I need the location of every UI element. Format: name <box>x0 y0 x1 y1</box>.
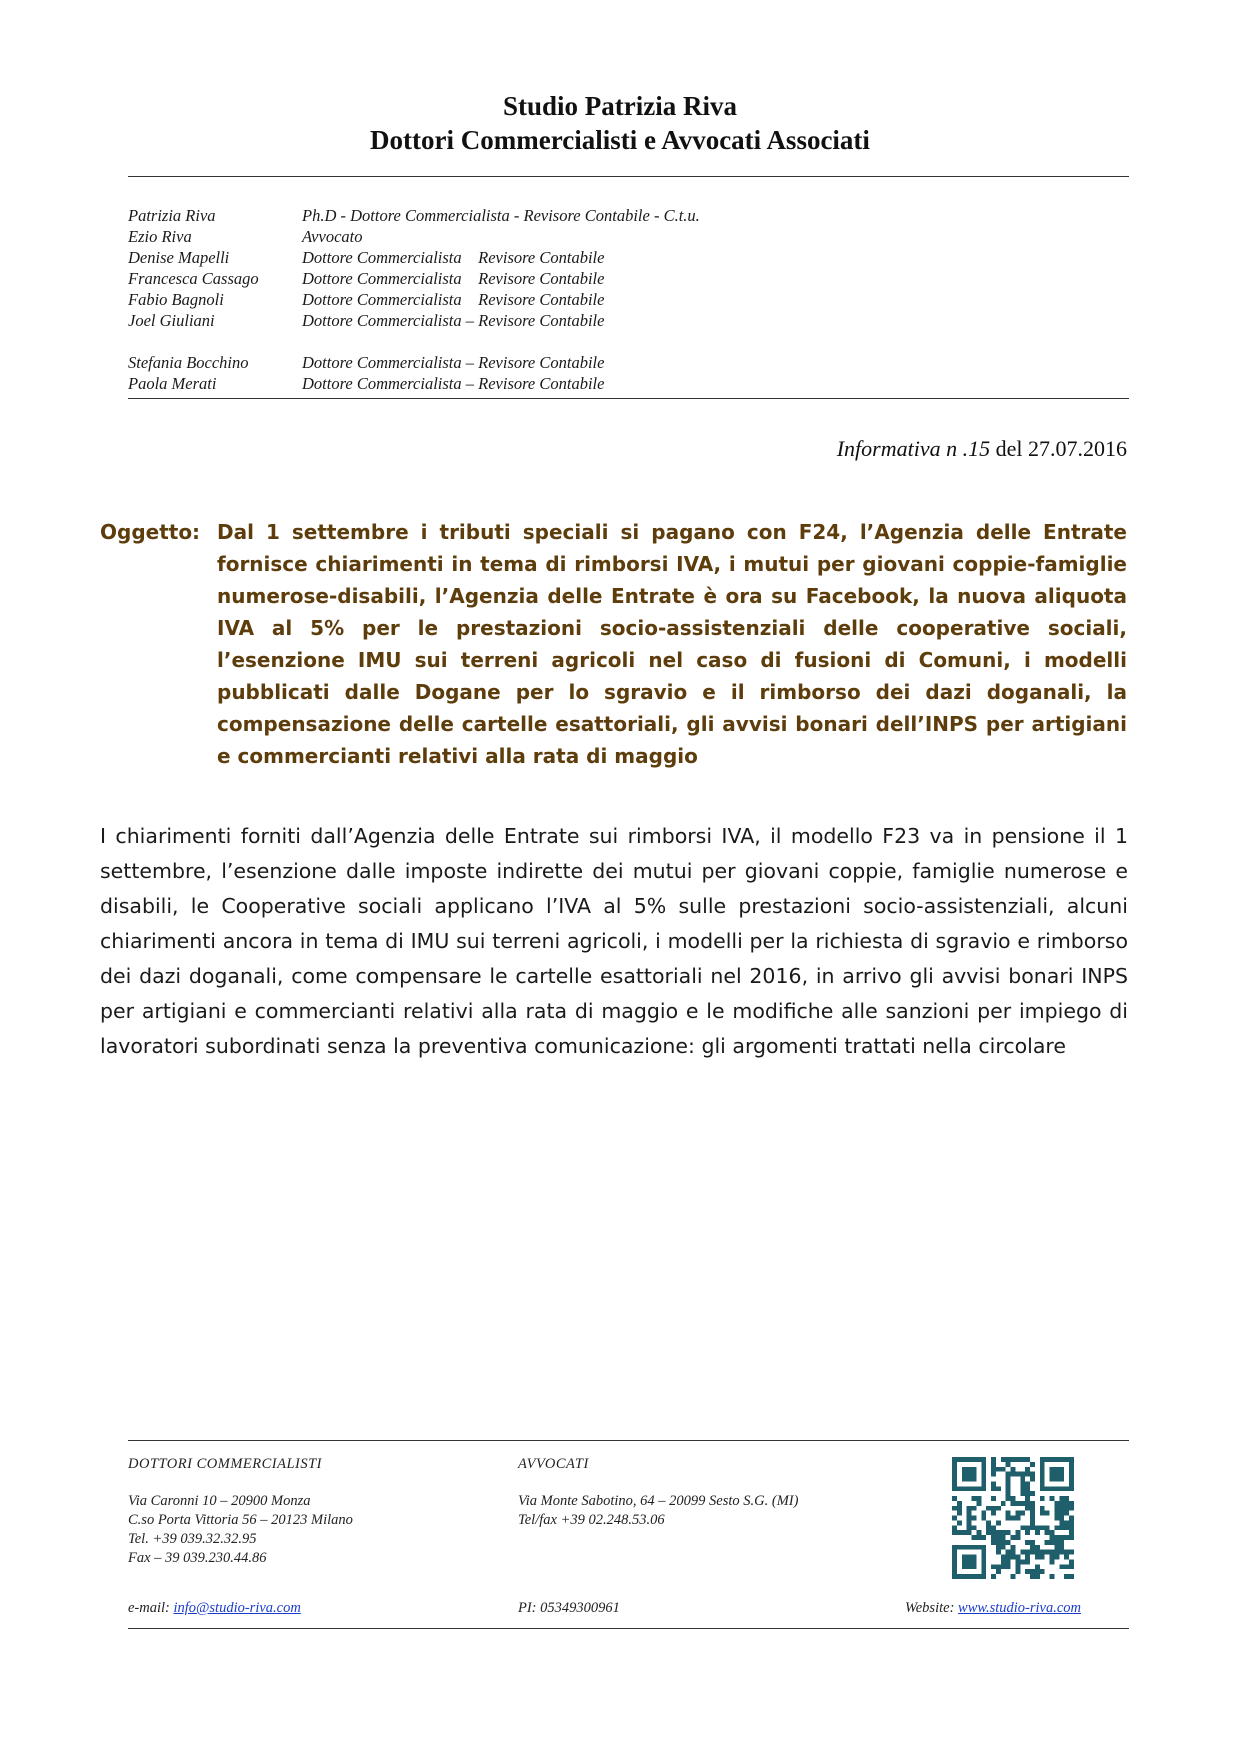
qr-code-icon <box>952 1457 1074 1579</box>
staff-title: Dottore Commercialista – Revisore Contabile <box>302 353 605 372</box>
avvocati-heading: AVVOCATI <box>518 1456 589 1472</box>
body-paragraph: I chiarimenti forniti dall’Agenzia delle Entrate sui rimborsi IVA, il modello F23 va in pensione il 1 settembre, l’esenzione dalle imposte indirette dei mutui per giovani coppie, famiglie numerose e disabili, le Cooperative sociali applicano l’IVA al 5% sulle prestazioni socio-assistenziali, alcuni chiarimenti ancora in tema di IMU sui terreni agricoli, i modelli per la richiesta di sgravio e rimborso dei dazi doganali, come compensare le cartelle esattoriali nel 2016, in arrivo gli avvisi bonari INPS per artigiani e commercianti relativi alla rata di maggio e le modifiche alle sanzioni per impiego di lavoratori subordinati senza la preventiva comunicazione: gli argomenti trattati nella circolare <box>100 824 1128 1058</box>
staff-title: Dottore Commercialista – Revisore Contabile <box>302 374 605 393</box>
staff-spacer <box>128 331 1128 352</box>
staff-name: Patrizia Riva <box>128 206 216 225</box>
staff-name: Ezio Riva <box>128 227 192 246</box>
staff-title: Dottore Commercialista – Revisore Contabile <box>302 311 605 330</box>
staff-name: Denise Mapelli <box>128 248 230 267</box>
informativa-reference <box>837 435 1127 463</box>
fax-line: Fax – 39 039.230.44.86 <box>128 1550 267 1566</box>
phone-line: Tel. +39 039.32.32.95 <box>128 1531 257 1547</box>
address-line: Via Caronni 10 – 20900 Monza <box>128 1493 311 1509</box>
informativa-number: Informativa n .15 <box>836 436 991 461</box>
subject-label: Oggetto: <box>100 520 201 544</box>
staff-title: Dottore Commercialista Revisore Contabile <box>302 290 605 309</box>
staff-divider <box>128 398 1129 399</box>
website-link[interactable]: www.studio-riva.com <box>958 1600 1082 1616</box>
staff-row <box>128 289 1128 310</box>
phone-line: Tel/fax +39 02.248.53.06 <box>518 1512 665 1528</box>
website-label: Website: <box>905 1600 959 1616</box>
header-divider <box>128 176 1129 177</box>
address-line: Via Monte Sabotino, 64 – 20099 Sesto S.G. (MI) <box>518 1493 799 1509</box>
footer-top-divider <box>128 1440 1129 1441</box>
footer-website <box>905 1599 1081 1618</box>
staff-name: Fabio Bagnoli <box>128 290 224 309</box>
staff-name: Stefania Bocchino <box>128 353 249 372</box>
staff-title: Dottore Commercialista Revisore Contabile <box>302 248 605 267</box>
staff-row <box>128 226 1128 247</box>
staff-title: Dottore Commercialista Revisore Contabile <box>302 269 605 288</box>
staff-name: Joel Giuliani <box>128 311 215 330</box>
staff-name: Francesca Cassago <box>128 269 259 288</box>
email-link[interactable]: info@studio-riva.com <box>173 1600 301 1616</box>
staff-list <box>128 205 1128 394</box>
commercialisti-heading: DOTTORI COMMERCIALISTI <box>128 1456 322 1472</box>
footer-pi: PI: 05349300961 <box>518 1600 620 1616</box>
footer-avvocati <box>518 1455 798 1530</box>
staff-title: Ph.D - Dottore Commercialista - Revisore Contabile - C.t.u. <box>302 206 700 225</box>
staff-name: Paola Merati <box>128 374 217 393</box>
staff-row <box>128 268 1128 289</box>
staff-row <box>128 205 1128 226</box>
staff-row <box>128 352 1128 373</box>
footer-email <box>128 1599 301 1618</box>
address-line: C.so Porta Vittoria 56 – 20123 Milano <box>128 1512 353 1528</box>
email-label: e-mail: <box>128 1600 174 1616</box>
firm-name: Studio Patrizia Riva <box>503 91 737 121</box>
staff-row <box>128 247 1128 268</box>
staff-title: Avvocato <box>302 227 363 246</box>
subject-text: Dal 1 settembre i tributi speciali si pagano con F24, l’Agenzia delle Entrate fornisce chiarimenti in tema di rimborsi IVA, i mutui per giovani coppie-famiglie numerose-disabili, l’Agenzia delle Entrate è ora su Facebook, la nuova aliquota IVA al 5% per le prestazioni socio-assistenziali delle cooperative sociali, l’esenzione IMU sui terreni agricoli nel caso di fusioni di Comuni, i modelli pubblicati dalle Dogane per lo sgravio e il rimborso dei dazi doganali, la compensazione delle cartelle esattoriali, gli avvisi bonari dell’INPS per artigiani e commercianti relativi alla rata di maggio <box>217 520 1127 768</box>
footer-bottom-divider <box>128 1628 1129 1629</box>
informativa-date: del 27.07.2016 <box>990 436 1127 461</box>
firm-subtitle: Dottori Commercialisti e Avvocati Associati <box>370 125 870 155</box>
staff-row <box>128 373 1128 394</box>
staff-row <box>128 310 1128 331</box>
footer-commercialisti <box>128 1455 353 1568</box>
